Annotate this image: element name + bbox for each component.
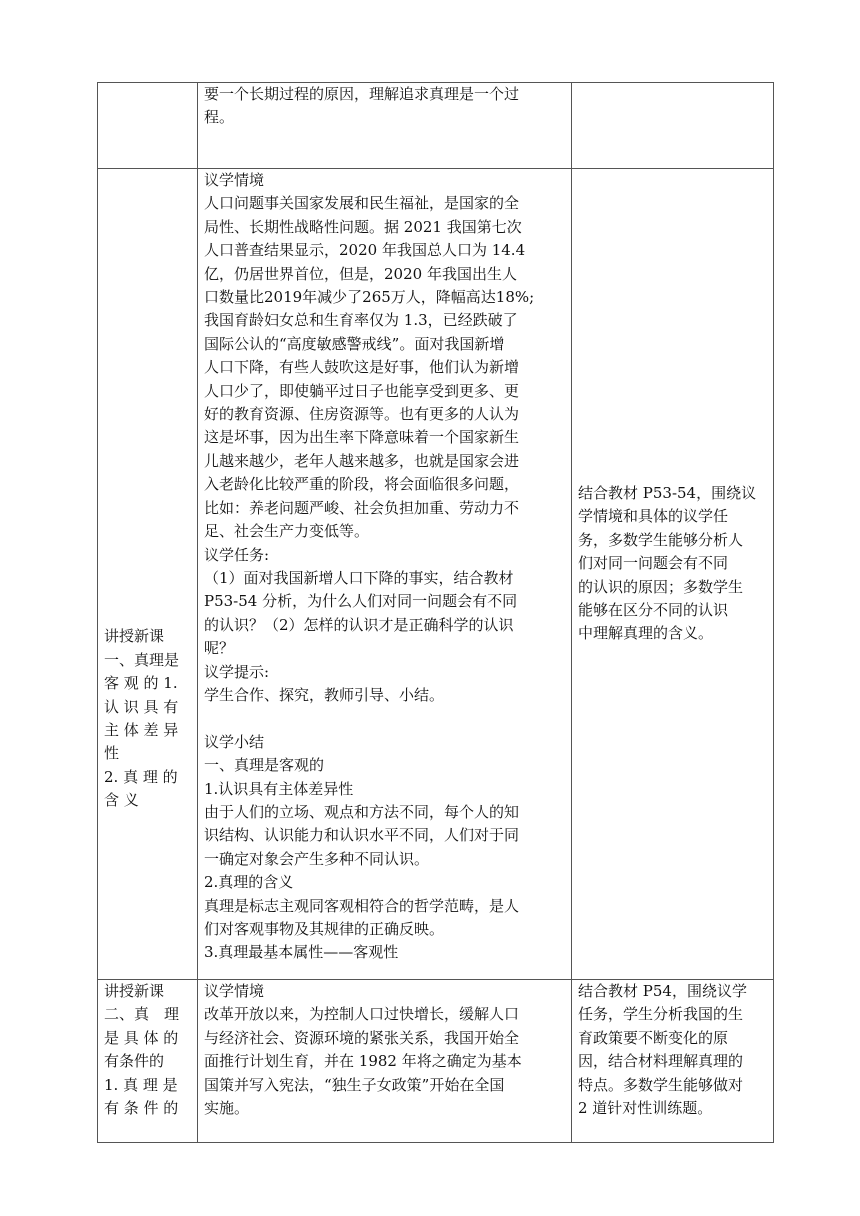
row1-left-cell xyxy=(98,83,198,169)
section-label: 客 观 的 1. xyxy=(104,674,178,693)
text-line: 的认识的原因；多数学生 xyxy=(578,577,744,596)
text-line: 人口下降，有些人鼓吹这是好事，他们认为新增 xyxy=(204,358,520,377)
text-line: 国际公认的“高度敏感警戒线”。面对我国新增 xyxy=(204,334,505,353)
text-line: 国策并写入宪法，“独生子女政策”开始在全国 xyxy=(204,1075,505,1094)
row2-left-cell xyxy=(98,169,198,980)
text-line: P53-54 分析，为什么人们对同一问题会有不同 xyxy=(204,592,518,611)
row3-right-cell xyxy=(572,980,774,1143)
text-line: 口数量比2019年减少了265万人，降幅高达18%; xyxy=(204,288,535,307)
text-line: 人口普查结果显示，2020 年我国总人口为 14.4 xyxy=(204,241,526,260)
section-label: 讲授新课 xyxy=(104,982,165,1000)
text-line: 2 道针对性训练题。 xyxy=(578,1099,713,1118)
text-line: 们对客观事物及其规律的正确反映。 xyxy=(204,919,445,938)
text-line: 好的教育资源、住房资源等。也有更多的人认为 xyxy=(204,405,520,424)
text-line: 1.认识具有主体差异性 xyxy=(204,779,354,798)
text-line: 因，结合材料理解真理的 xyxy=(578,1052,744,1071)
text-line: 人口少了，即使躺平过日子也能享受到更多、更 xyxy=(204,381,520,400)
text-line: 特点。多数学生能够做对 xyxy=(578,1075,744,1094)
heading-summary: 议学小结 xyxy=(204,732,265,751)
summary-block xyxy=(204,731,565,965)
text-line: （1）面对我国新增人口下降的事实，结合教材 xyxy=(204,568,514,587)
text-line: 2.真理的含义 xyxy=(204,873,294,892)
row1-right-cell xyxy=(572,83,774,169)
heading-hint: 议学提示: xyxy=(204,662,270,681)
table-row xyxy=(98,83,774,169)
text-line: 务，多数学生能够分析人 xyxy=(578,530,744,549)
row1-middle-cell xyxy=(198,83,572,169)
section-label: 含 义 xyxy=(104,791,139,810)
row3-middle-cell xyxy=(198,980,572,1143)
text-line: 人口问题事关国家发展和民生福祉，是国家的全 xyxy=(204,194,520,213)
section-label: 性 xyxy=(104,744,120,763)
row2-right-cell xyxy=(572,169,774,980)
text-line: 们对同一问题会有不同 xyxy=(578,554,729,573)
text-line: 局性、长期性战略性问题。据 2021 我国第七次 xyxy=(204,217,522,236)
text-line: 识结构、认识能力和认识水平不同，人们对于同 xyxy=(204,826,520,845)
text-line: 一确定对象会产生多种不同认识。 xyxy=(204,849,430,868)
text-line: 结合教材 P53-54，围绕议 xyxy=(578,484,757,502)
text-line: 实施。 xyxy=(204,1099,250,1118)
section-label: 讲授新课 xyxy=(104,627,165,646)
text-line: 改革开放以来，为控制人口过快增长，缓解人口 xyxy=(204,1005,520,1024)
row2-middle-cell xyxy=(198,169,572,980)
text-line: 我国育龄妇女总和生育率仅为 1.3，已经跌破了 xyxy=(204,311,518,330)
text-line: 中理解真理的含义。 xyxy=(578,624,714,643)
text-line: 能够在区分不同的认识 xyxy=(578,601,729,620)
section-label: 认 识 具 有 xyxy=(104,697,179,716)
text-line: 这是坏事，因为出生率下降意味着一个国家新生 xyxy=(204,428,520,447)
table-row xyxy=(98,169,774,980)
text-line: 足、社会生产力变低等。 xyxy=(204,522,370,541)
text-line: 的认识？（2）怎样的认识才是正确科学的认识 xyxy=(204,615,514,634)
section-label: 2. 真 理 的 xyxy=(104,767,178,786)
heading-task: 议学任务: xyxy=(204,545,270,564)
spacer xyxy=(204,707,565,730)
text-line: 呢？ xyxy=(204,639,235,658)
text-line: 学生合作、探究，教师引导、小结。 xyxy=(204,685,445,704)
text-line: 亿，仍居世界首位，但是，2020 年我国出生人 xyxy=(204,264,517,283)
table-row xyxy=(98,980,774,1143)
text-line: 程。 xyxy=(204,108,235,127)
heading-scenario: 议学情境 xyxy=(204,982,265,1000)
text-line: 与经济社会、资源环境的紧张关系，我国开始全 xyxy=(204,1028,520,1047)
text-line: 育政策要不断变化的原 xyxy=(578,1028,729,1047)
text-line: 入老龄化比较严重的阶段，将会面临很多问题， xyxy=(204,475,520,494)
section-label: 一、真理是 xyxy=(104,650,180,669)
section-label: 有条件的 xyxy=(104,1052,165,1071)
text-line: 结合教材 P54，围绕议学 xyxy=(578,982,747,1000)
section-label: 1. 真 理 是 xyxy=(104,1075,178,1094)
text-line: 由于人们的立场、观点和方法不同，每个人的知 xyxy=(204,802,520,821)
text-line: 比如：养老问题严峻、社会负担加重、劳动力不 xyxy=(204,498,520,517)
section-label: 是 具 体 的 xyxy=(104,1028,179,1047)
scenario-block xyxy=(204,169,565,707)
text-line: 一、真理是客观的 xyxy=(204,756,325,775)
lesson-plan-table xyxy=(97,82,774,1143)
section-label: 有 条 件 的 xyxy=(104,1099,179,1118)
heading-scenario: 议学情境 xyxy=(204,171,265,189)
text-line: 任务，学生分析我国的生 xyxy=(578,1005,744,1024)
section-label: 二、真 理 xyxy=(104,1005,180,1024)
text-line: 真理是标志主观同客观相符合的哲学范畴，是人 xyxy=(204,896,520,915)
row3-left-cell xyxy=(98,980,198,1143)
text-line: 3.真理最基本属性——客观性 xyxy=(204,943,399,962)
text-line: 面推行计划生育，并在 1982 年将之确定为基本 xyxy=(204,1052,522,1071)
text-line: 学情境和具体的议学任 xyxy=(578,507,729,526)
text-line: 要一个长期过程的原因，理解追求真理是一个过 xyxy=(204,85,520,103)
section-label: 主 体 差 异 xyxy=(104,721,179,739)
text-line: 儿越来越少，老年人越来越多，也就是国家会进 xyxy=(204,451,520,470)
